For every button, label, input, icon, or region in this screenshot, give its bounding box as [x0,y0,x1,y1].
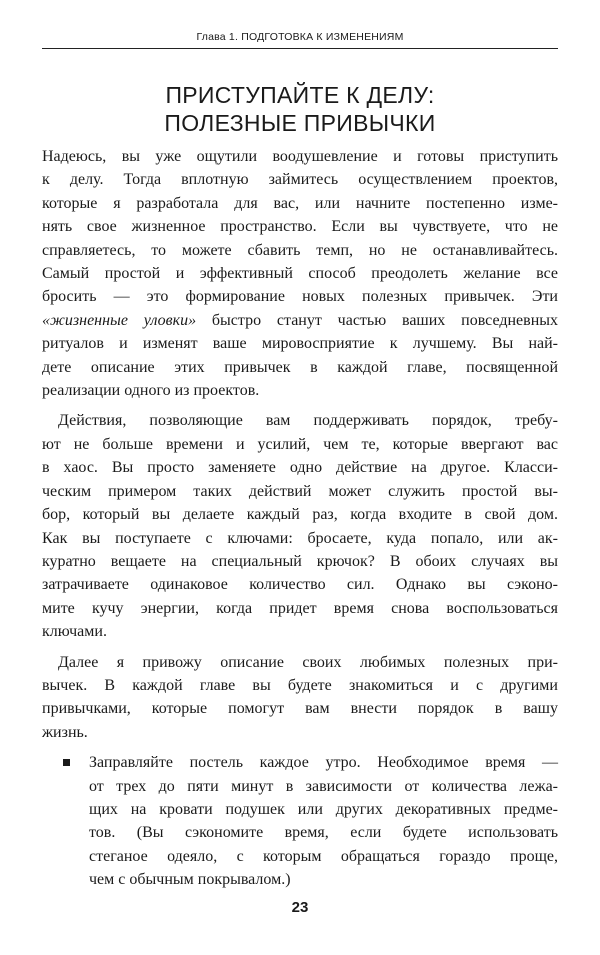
paragraph-line: Самый простой и эффективный способ преодолеть желание все [42,265,558,283]
chapter-title-line-2: ПОЛЕЗНЫЕ ПРИВЫЧКИ [164,110,436,136]
paragraph-line: мите кучу энергии, когда придет время снова воспользоваться [42,599,558,617]
paragraph-line: справляетесь, то можете сбавить темп, но не останавливайтесь. [42,241,558,259]
chapter-title [42,81,558,137]
paragraph-line: затрачиваете одинаковое количество сил. Однако вы сэконо- [42,576,558,594]
paragraph-2 [42,409,558,643]
body-text [42,145,558,892]
square-bullet-icon [63,759,70,766]
bullet-line: Заправляйте постель каждое утро. Необходимое время — [89,754,558,772]
paragraph-line-rest: быстро станут частью ваших повседневных [196,311,559,329]
running-head: Глава 1. ПОДГОТОВКА К ИЗМЕНЕНИЯМ [42,30,558,49]
paragraph-line: куратно вещаете на специальный крючок? В обоих случаях вы [42,552,558,570]
paragraph-line: реализации одного из проектов. [42,382,260,400]
paragraph-line: нять свое жизненное пространство. Если вы чувствуете, что не [42,218,558,236]
paragraph-3 [42,651,558,745]
bullet-line: тов. (Вы сэкономите время, если будете использовать [89,824,558,842]
paragraph-line: бор, который вы делаете каждый раз, когда входите в свой дом. [42,506,558,524]
paragraph-line: к делу. Тогда вплотную займитесь осуществлением проектов, [42,171,558,189]
italic-phrase: «жизненные уловки» [42,311,197,329]
paragraph-line [42,309,558,332]
paragraph-line: которые я разработала для вас, или начните постепенно изме- [42,194,558,212]
chapter-title-line-1: ПРИСТУПАЙТЕ К ДЕЛУ: [165,82,435,108]
page-number: 23 [291,899,309,916]
paragraph-line: Как вы поступаете с ключами: бросаете, куда попало, или ак- [42,529,558,547]
paragraph-line: жизнь. [42,723,88,741]
paragraph-line: в хаос. Вы просто заменяете одно действие на другое. Класси- [42,459,558,477]
bullet-line: от трех до пяти минут в зависимости от количества лежа- [89,777,558,795]
paragraph-line: ют не больше времени и усилий, чем те, которые ввергают вас [42,435,558,453]
bullet-line: щих на кровати подушек или других декоративных предме- [89,800,558,818]
paragraph-line: ческим примером таких действий может служить простой вы- [42,482,558,500]
bullet-line: чем с обычным покрывалом.) [89,871,291,889]
paragraph-line: Надеюсь, вы уже ощутили воодушевление и готовы приступить [42,148,558,165]
paragraph-line: бросить — это формирование новых полезных привычек. Эти [42,288,558,306]
paragraph-line: вычек. В каждой главе вы будете знакомиться и с другими [42,676,558,694]
bullet-item [42,751,558,891]
paragraph-1 [42,145,558,402]
paragraph-line: дете описание этих привычек в каждой главе, посвященной [42,358,558,376]
paragraph-line: Действия, позволяющие вам поддерживать порядок, требу- [58,412,558,430]
paragraph-line: Далее я привожу описание своих любимых полезных при- [58,653,558,671]
paragraph-line: ритуалов и изменят ваше мировосприятие к лучшему. Вы най- [42,335,558,353]
bullet-line: стеганое одеяло, с которым обращаться гораздо проще, [89,847,558,865]
paragraph-line: ключами. [42,623,107,641]
paragraph-line: привычками, которые помогут вам внести порядок в вашу [42,700,558,718]
